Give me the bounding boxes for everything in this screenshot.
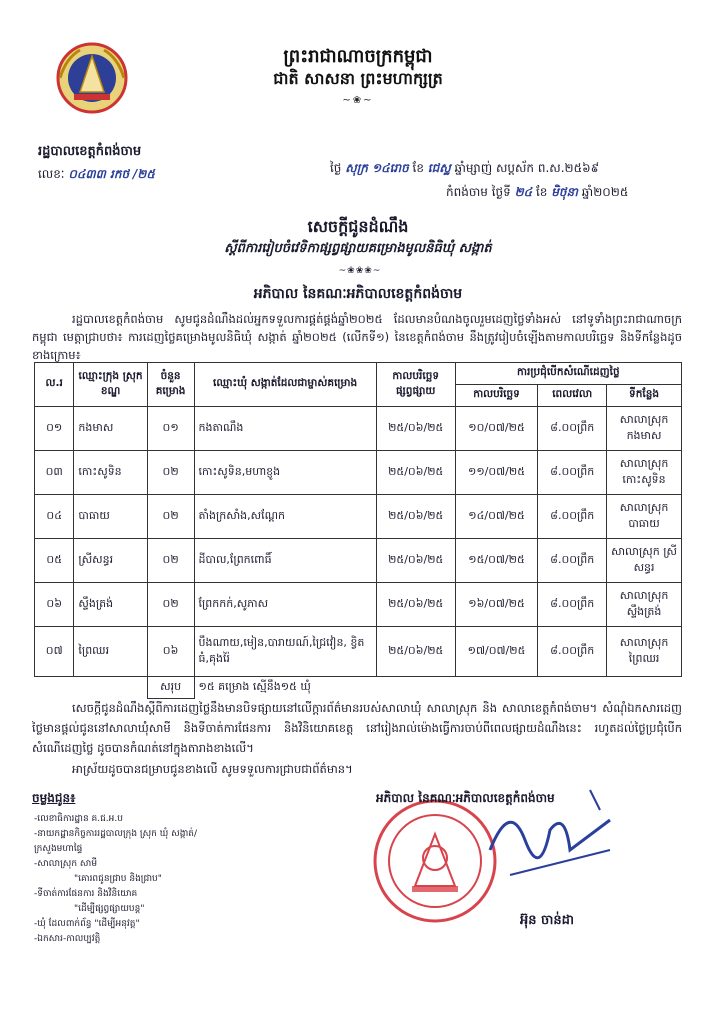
reference-label: លេខៈ <box>38 167 65 181</box>
lunar-year: ឆ្នាំម្សាញ់ សប្តស័ក ព.ស.២៥៦៩ <box>454 161 600 175</box>
cell-communes: ដីបាល,ព្រែកពោធិ៍ <box>194 539 376 583</box>
cell-meeting-date: ១១/០៧/២៥ <box>455 451 538 495</box>
cell-count: ០១ <box>147 407 194 451</box>
cell-communes: កងតាណឹង <box>194 407 376 451</box>
cell-communes: កោះសូទិន,មហាខ្ញូង <box>194 451 376 495</box>
cell-announce-date: ២៥/០៦/២៥ <box>376 407 455 451</box>
cell-meeting-time: ៨.០០ព្រឹក <box>538 407 607 451</box>
cell-meeting-date: ១៥/០៧/២៥ <box>455 539 538 583</box>
header-ornament: ~❀~ <box>342 95 374 106</box>
date-prefix: កំពង់ចាម ថ្ងៃទី <box>446 185 511 199</box>
reference-number <box>38 166 155 184</box>
cell-district: ស្រីសន្ធរ <box>74 539 147 583</box>
recipient-item: -សាលាស្រុក សាមី <box>34 859 98 869</box>
cell-district: កោះសូទិន <box>74 451 147 495</box>
cell-no: ០៣ <box>35 451 74 495</box>
cell-announce-date: ២៥/០៦/២៥ <box>376 583 455 627</box>
header-announce-date: កាលបរិច្ឆេទផ្សព្វផ្សាយ <box>376 363 455 407</box>
month-label: ខែ <box>412 161 424 175</box>
cell-announce-date: ២៥/០៦/២៥ <box>376 451 455 495</box>
header-count: ចំនួនគម្រោង <box>147 363 194 407</box>
issuing-authority: រដ្ឋបាលខេត្តកំពង់ចាម <box>38 144 142 159</box>
day-label: ថ្ងៃ <box>330 161 342 175</box>
cell-meeting-time: ៨.០០ព្រឹក <box>538 451 607 495</box>
recipient-item: -លេខាធិការដ្ឋាន គ.ជ.អ.ប <box>34 814 123 824</box>
cell-communes: បឹងណាយ,មៀន,បារាយណ៍,ជ្រៃវៀន, ខ្វិតធំ,គុងរ៉ៃ <box>194 627 376 677</box>
title-divider: ~❀❀❀~ <box>338 266 382 276</box>
recipients-list <box>34 812 197 947</box>
reference-suffix: /២៥ <box>132 167 155 181</box>
addressee: អភិបាល នៃគណៈអភិបាលខេត្តកំពង់ចាម <box>253 286 463 302</box>
lunar-date-line <box>330 160 599 178</box>
table-total-row <box>35 677 682 699</box>
recipient-item: -ឃុំ ដែលពាក់ព័ន្ធ "ដើម្បីអនុវត្ត" <box>34 919 140 929</box>
signatory-title: អភិបាល នៃគណៈអភិបាលខេត្តកំពង់ចាម <box>376 791 555 805</box>
document-title: សេចក្តីជូនដំណឹង <box>307 217 409 236</box>
cell-district: កងមាស <box>74 407 147 451</box>
header-meeting-place: ទីកន្លែង <box>607 385 682 407</box>
cell-meeting-time: ៨.០០ព្រឹក <box>538 539 607 583</box>
header-meeting-date: កាលបរិច្ឆេទ <box>455 385 538 407</box>
cell-meeting-place: សាលាស្រុក ស្រីសន្ធរ <box>607 539 682 583</box>
reference-value: ០៤៣៣ រកថ <box>68 167 130 181</box>
cell-meeting-date: ១៧/០៧/២៥ <box>455 627 538 677</box>
kingdom-header: ព្រះរាជាណាចក្រកម្ពុជា <box>283 46 433 67</box>
signatory-name: អ៊ុន ចាន់ដា <box>520 913 575 928</box>
table-row <box>35 627 682 677</box>
national-motto: ជាតិ សាសនា ព្រះមហាក្សត្រ <box>273 69 443 88</box>
recipient-note: "គោរពជូនជ្រាប និងជ្រាប" <box>74 874 162 884</box>
solar-month-label: ខែ <box>536 185 548 199</box>
cell-district: បាធាយ <box>74 495 147 539</box>
cell-no: ០៧ <box>35 627 74 677</box>
cell-meeting-time: ៨.០០ព្រឹក <box>538 627 607 677</box>
recipient-note: "ដើម្បីផ្សព្វផ្សាយបន្ត" <box>74 904 145 914</box>
cell-meeting-time: ៨.០០ព្រឹក <box>538 495 607 539</box>
cell-no: ០៥ <box>35 539 74 583</box>
table-row <box>35 495 682 539</box>
intro-paragraph: រដ្ឋបាលខេត្តកំពង់ចាម សូមជូនដំណឹងដល់អ្នកទទួលការផ្គត់ផ្គង់ឆ្នាំ២០២៥ ដែលមានបំណងចូលរួមដេញថ្លៃទាំងអស់ នៅទូទាំងព្រះរាជាណាចក្រកម្ពុជា មេត្តាជ្រាបថា៖ ការដេញថ្លៃគម្រោងមូលនិធិឃុំ សង្កាត់ ឆ្នាំ២០២៥ (លើកទី១) នៃខេត្តកំពង់ចាម នឹងត្រូវរៀបចំឡើងតាមកាលបរិច្ឆេទ និងទីកន្លែងដូចខាងក្រោម៖ <box>32 312 682 362</box>
recipient-item: -ឯកសារ-កាលប្បវត្តិ <box>34 934 101 944</box>
cell-no: ០៤ <box>35 495 74 539</box>
cell-district: ស្ទឹងត្រង់ <box>74 583 147 627</box>
cell-count: ០២ <box>147 539 194 583</box>
solar-date-line <box>446 184 628 202</box>
cell-meeting-place: សាលាស្រុក បាធាយ <box>607 495 682 539</box>
cell-district: ព្រៃឈរ <box>74 627 147 677</box>
table-row <box>35 539 682 583</box>
solar-month: មិថុនា <box>551 185 578 199</box>
table-row <box>35 583 682 627</box>
cell-count: ០៦ <box>147 627 194 677</box>
document-subject: ស្តីពីការរៀបចំវេទិកាផ្សព្វផ្សាយគម្រោងមូលនិធិឃុំ សង្កាត់ <box>224 241 492 256</box>
total-value: ១៥ គម្រោង ស្មើនឹង១៥ ឃុំ <box>194 677 682 699</box>
table-row <box>35 451 682 495</box>
cell-meeting-time: ៨.០០ព្រឹក <box>538 583 607 627</box>
cell-meeting-place: សាលាស្រុក ព្រៃឈរ <box>607 627 682 677</box>
cell-meeting-date: ១០/០៧/២៥ <box>455 407 538 451</box>
header-meeting-group: ការប្រជុំបើកសំណើដេញថ្លៃ <box>455 363 681 385</box>
header-no: ល.រ <box>35 363 74 407</box>
cell-count: ០២ <box>147 451 194 495</box>
recipient-item: ក្រសួងមហាផ្ទៃ <box>34 844 83 854</box>
cell-meeting-place: សាលាស្រុក កោះសូទិន <box>607 451 682 495</box>
cell-communes: ព្រែកកក់,សូភាស <box>194 583 376 627</box>
cell-communes: តាំងក្រសាំង,សណ្តែក <box>194 495 376 539</box>
cell-meeting-date: ១៦/០៧/២៥ <box>455 583 538 627</box>
cell-meeting-place: សាលាស្រុក ស្ទឹងត្រង់ <box>607 583 682 627</box>
cell-announce-date: ២៥/០៦/២៥ <box>376 627 455 677</box>
table-row <box>35 407 682 451</box>
cell-announce-date: ២៥/០៦/២៥ <box>376 539 455 583</box>
closing-paragraph: អាស្រ័យដូចបានជម្រាបជូនខាងលើ សូមទទួលការជ្រាបជាព័ត៌មាន។ <box>72 762 353 776</box>
cell-count: ០២ <box>147 583 194 627</box>
recipient-item: -ទីចាត់ការផែនការ និងវិនិយោគ <box>34 889 138 899</box>
cell-meeting-place: សាលាស្រុក កងមាស <box>607 407 682 451</box>
cell-meeting-date: ១៤/០៧/២៥ <box>455 495 538 539</box>
cell-announce-date: ២៥/០៦/២៥ <box>376 495 455 539</box>
bidding-schedule-table <box>34 362 682 699</box>
total-label: សរុប <box>147 677 194 699</box>
cell-no: ០៦ <box>35 583 74 627</box>
lunar-month: ជេស្ឋ <box>427 161 451 175</box>
cell-count: ០២ <box>147 495 194 539</box>
lunar-day: សុក្រ ១៤រោច <box>345 161 409 175</box>
solar-year: ឆ្នាំ២០២៥ <box>581 185 629 199</box>
solar-day: ២៤ <box>514 185 533 199</box>
recipient-item: -នាយកដ្ឋានកិច្ចការរដ្ឋបាលក្រុង ស្រុក ឃុំ សង្កាត់/ <box>34 829 198 839</box>
header-district: ឈ្មោះក្រុង ស្រុក ខណ្ឌ <box>74 363 147 407</box>
body-paragraph: សេចក្តីជូនដំណឹងស្តីពីការដេញថ្លៃនឹងមានបិទផ្សាយនៅលើក្តារព័ត៌មានរបស់សាលាឃុំ សាលាស្រុក និង សាលាខេត្តកំពង់ចាម។ សំណុំឯកសារដេញថ្លៃមានផ្តល់ជូននៅសាលាឃុំសាមី និងទីចាត់ការផែនការ និងវិនិយោគខេត្ត នៅរៀងរាល់ម៉ោងធ្វើការចាប់ពីពេលផ្សាយដំណឹងនេះ រហូតដល់ថ្ងៃប្រជុំបើកសំណើដេញថ្លៃ ដូចបានកំណត់នៅក្នុងតារាងខាងលើ។ <box>32 701 682 755</box>
cell-no: ០១ <box>35 407 74 451</box>
header-meeting-time: ពេលវេលា <box>538 385 607 407</box>
header-communes: ឈ្មោះឃុំ សង្កាត់ដែលជាម្ចាស់គម្រោង <box>194 363 376 407</box>
recipients-title: ចម្លងជូន៖ <box>32 791 76 805</box>
